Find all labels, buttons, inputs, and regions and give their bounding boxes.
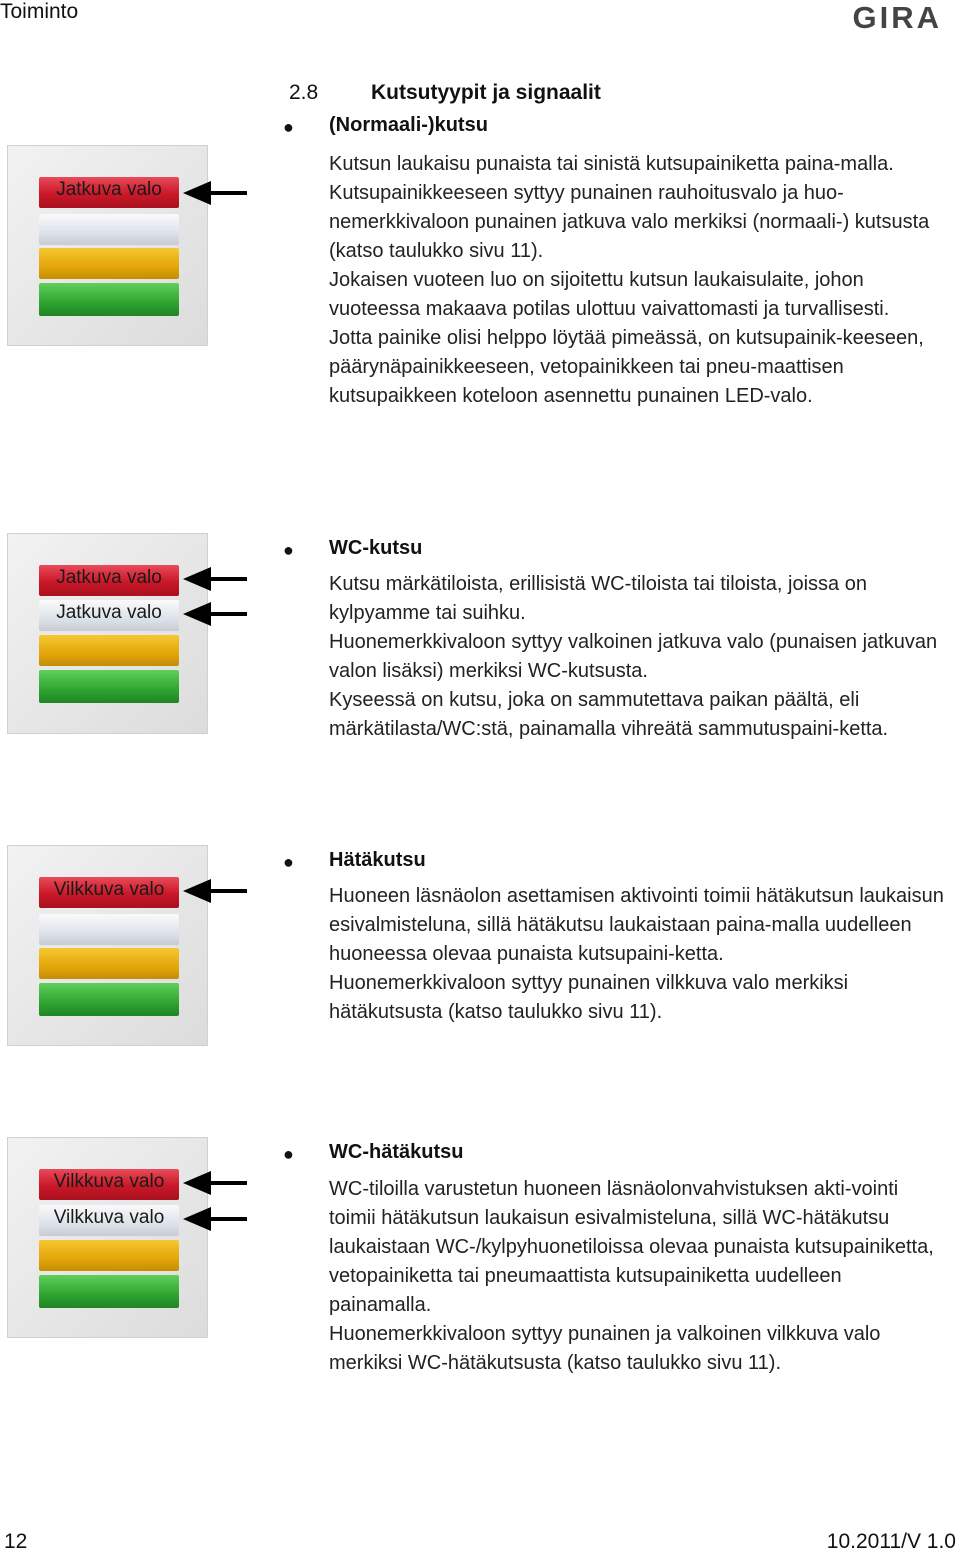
bullet-icon: ● — [283, 1144, 294, 1164]
section-title — [289, 81, 601, 105]
red-light-strip — [39, 565, 179, 596]
block-heading-wc-emergency-call: WC-hätäkutsu — [329, 1141, 464, 1163]
green-light-strip — [39, 670, 179, 703]
paragraph: Huoneen läsnäolon asettamisen aktivointi toimii hätäkutsun laukaisun esivalmisteluna, sillä hätäkutsu laukaistaan paina-malla uudelleen huoneessa olevaa punaista kutsupaini-ketta. — [329, 885, 944, 965]
block-heading-emergency-call: Hätäkutsu — [329, 849, 426, 871]
paragraph: Kyseessä on kutsu, joka on sammutettava paikan päältä, eli märkätilasta/WC:stä, painamalla vihreätä sammutuspaini-ketta. — [329, 689, 889, 740]
block-heading-normal-call: (Normaali-)kutsu — [329, 114, 488, 136]
yellow-light-strip — [39, 248, 179, 279]
version-label: 10.2011/V 1.0 — [826, 1530, 956, 1553]
paragraph: Jokaisen vuoteen luo on sijoitettu kutsun laukaisulaite, johon vuoteessa makaava potilas ulottuu vaivattomasti ja turvallisesti. — [329, 269, 890, 320]
arrow-left-icon — [183, 181, 247, 205]
red-light-strip — [39, 1169, 179, 1200]
paragraph: Huonemerkkivaloon syttyy punainen vilkkuva valo merkiksi hätäkutsusta (katso taulukko sivu 11). — [329, 972, 849, 1023]
white-light-strip — [39, 214, 179, 245]
signal-panel-wc-emergency-call — [7, 1137, 208, 1338]
bullet-icon: ● — [283, 117, 294, 137]
red-light-strip — [39, 877, 179, 908]
light-label: Vilkkuva valo — [53, 1207, 165, 1228]
light-label: Vilkkuva valo — [53, 1171, 165, 1192]
arrow-left-icon — [183, 602, 247, 626]
white-light-strip — [39, 914, 179, 945]
block-text-wc-emergency-call — [329, 1175, 949, 1378]
yellow-light-strip — [39, 948, 179, 979]
bullet-icon: ● — [283, 852, 294, 872]
paragraph: Jotta painike olisi helppo löytää pimeässä, on kutsupainik-keeseen, päärynäpainikkeeseen, vetopainikkeen tai pneu-maattisen kutsupaikkeen koteloon asennettu punainen LED-valo. — [329, 327, 924, 407]
paragraph: Kutsupainikkeeseen syttyy punainen rauhoitusvalo ja huo-nemerkkivaloon punainen jatkuva valo merkiksi (normaali-) kutsusta (katso taulukko sivu 11). — [329, 182, 930, 262]
block-text-emergency-call — [329, 882, 949, 1027]
arrow-left-icon — [183, 879, 247, 903]
paragraph: WC-tiloilla varustetun huoneen läsnäolonvahvistuksen akti-vointi toimii hätäkutsun laukaisun esivalmisteluna, sillä WC-hätäkutsu laukaistaan WC-/kylpyhuonetiloissa olevaa punaista kutsupainiketta, vetopainiketta tai pneumaattista kutsupainiketta uudelleen painamalla. — [329, 1178, 934, 1316]
paragraph: Huonemerkkivaloon syttyy punainen ja valkoinen vilkkuva valo merkiksi WC-hätäkutsusta (katso taulukko sivu 11). — [329, 1323, 881, 1374]
bullet-icon: ● — [283, 540, 294, 560]
signal-panel-normal-call — [7, 145, 208, 346]
block-heading-wc-call: WC-kutsu — [329, 537, 423, 559]
light-label: Vilkkuva valo — [53, 879, 165, 900]
arrow-left-icon — [183, 1171, 247, 1195]
signal-panel-emergency-call — [7, 845, 208, 1046]
section-title-text: Kutsutyypit ja signaalit — [371, 81, 601, 104]
signal-panel-wc-call — [7, 533, 208, 734]
red-light-strip — [39, 177, 179, 208]
light-label: Jatkuva valo — [56, 602, 162, 623]
header-section-label: Toiminto — [0, 0, 79, 23]
paragraph: Kutsun laukaisu punaista tai sinistä kutsupainiketta paina-malla. — [329, 153, 894, 175]
page-number: 12 — [4, 1530, 28, 1553]
light-label: Jatkuva valo — [56, 179, 162, 200]
block-text-normal-call — [329, 150, 949, 411]
green-light-strip — [39, 1275, 179, 1308]
green-light-strip — [39, 983, 179, 1016]
light-label: Jatkuva valo — [56, 567, 162, 588]
paragraph: Kutsu märkätiloista, erillisistä WC-tiloista tai tiloista, joissa on kylpyamme tai suihku. — [329, 573, 867, 624]
block-text-wc-call — [329, 570, 949, 744]
white-light-strip — [39, 600, 179, 631]
gira-logo: GIRA — [852, 0, 942, 35]
yellow-light-strip — [39, 1240, 179, 1271]
green-light-strip — [39, 283, 179, 316]
yellow-light-strip — [39, 635, 179, 666]
paragraph: Huonemerkkivaloon syttyy valkoinen jatkuva valo (punaisen jatkuvan valon lisäksi) merkiksi WC-kutsusta. — [329, 631, 938, 682]
arrow-left-icon — [183, 567, 247, 591]
arrow-left-icon — [183, 1207, 247, 1231]
white-light-strip — [39, 1205, 179, 1236]
section-number: 2.8 — [289, 81, 319, 104]
